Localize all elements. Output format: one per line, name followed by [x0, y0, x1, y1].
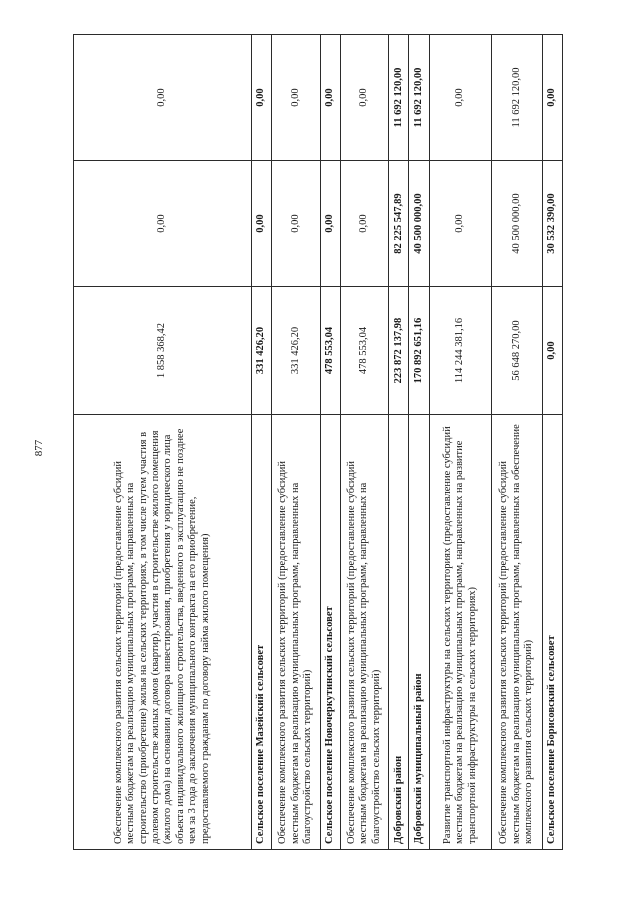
row-value-1: 114 244 381,16 — [429, 287, 492, 415]
row-value-1: 56 648 270,00 — [492, 287, 543, 415]
row-value-3: 0,00 — [429, 35, 492, 161]
row-value-2: 0,00 — [74, 161, 252, 287]
row-name: Обеспечение комплексного развития сельских территорий (предоставление субсидий местным бюджетам на реализацию муниципальных программ, направленных на строительство (приобретение) жилья на сельских территориях, в том числе путем участия в долевом строительстве жилых домов (квартир), участия в строительстве жилого помещения (жилого дома) на основании договора инвестирования, приобретения у юридического лица объекта индивидуального жилищного строительства, введенного в эксплуатацию не позднее чем за 3 года до заключения муниципального контракта на его приобретение, предоставляемого гражданам по договору найма жилого помещения) — [74, 415, 252, 850]
row-value-3: 0,00 — [272, 35, 320, 161]
row-value-3: 0,00 — [542, 35, 562, 161]
table-row — [272, 35, 320, 850]
row-value-1: 0,00 — [542, 287, 562, 415]
row-value-2: 0,00 — [320, 161, 340, 287]
table-row — [409, 35, 429, 850]
row-name: Обеспечение комплексного развития сельских территорий (предоставление субсидий местным бюджетам на реализацию муниципальных программ, направленных на благоустройство сельских территорий) — [340, 415, 388, 850]
row-value-3: 0,00 — [251, 35, 271, 161]
row-value-3: 11 692 120,00 — [409, 35, 429, 161]
row-value-2: 0,00 — [340, 161, 388, 287]
table-row — [340, 35, 388, 850]
row-name: Сельское поселение Мазейский сельсовет — [251, 415, 271, 850]
table-row — [74, 35, 252, 850]
row-name: Добровский муниципальный район — [409, 415, 429, 850]
row-name: Обеспечение комплексного развития сельских территорий (предоставление субсидий местным бюджетам на реализацию муниципальных программ, направленных на благоустройство сельских территорий) — [272, 415, 320, 850]
row-value-2: 40 500 000,00 — [409, 161, 429, 287]
row-value-2: 82 225 547,89 — [389, 161, 409, 287]
row-name: Обеспечение комплексного развития сельских территорий (предоставление субсидий местным бюджетам на реализацию муниципальных программ, направленных на обеспечение комплексного развития сельских территорий) — [492, 415, 543, 850]
table-row — [251, 35, 271, 850]
row-value-2: 0,00 — [429, 161, 492, 287]
table-row — [320, 35, 340, 850]
row-value-3: 11 692 120,00 — [389, 35, 409, 161]
table-row — [429, 35, 492, 850]
row-value-2: 0,00 — [251, 161, 271, 287]
row-value-1: 478 553,04 — [320, 287, 340, 415]
row-name: Сельское поселение Новочеркутинский сельсовет — [320, 415, 340, 850]
row-name: Развитие транспортной инфраструктуры на сельских территориях (предоставление субсидий местным бюджетам на реализацию муниципальных программ, направленных на развитие транспортной инфраструктуры на сельских территориях) — [429, 415, 492, 850]
row-value-1: 223 872 137,98 — [389, 287, 409, 415]
row-value-3: 0,00 — [320, 35, 340, 161]
row-value-3: 11 692 120,00 — [492, 35, 543, 161]
table-row — [492, 35, 543, 850]
row-value-1: 478 553,04 — [340, 287, 388, 415]
row-value-1: 1 858 368,42 — [74, 287, 252, 415]
row-name: Сельское поселение Борисовский сельсовет — [542, 415, 562, 850]
table-row — [542, 35, 562, 850]
row-value-2: 40 500 000,00 — [492, 161, 543, 287]
budget-table-rotated — [73, 35, 563, 850]
row-value-1: 331 426,20 — [251, 287, 271, 415]
budget-table — [73, 34, 563, 850]
table-row — [389, 35, 409, 850]
row-value-1: 331 426,20 — [272, 287, 320, 415]
row-value-3: 0,00 — [74, 35, 252, 161]
row-value-2: 0,00 — [272, 161, 320, 287]
row-value-3: 0,00 — [340, 35, 388, 161]
row-name: Добровский район — [389, 415, 409, 850]
page-number: 877 — [33, 439, 45, 457]
row-value-2: 30 532 390,00 — [542, 161, 562, 287]
row-value-1: 170 892 651,16 — [409, 287, 429, 415]
